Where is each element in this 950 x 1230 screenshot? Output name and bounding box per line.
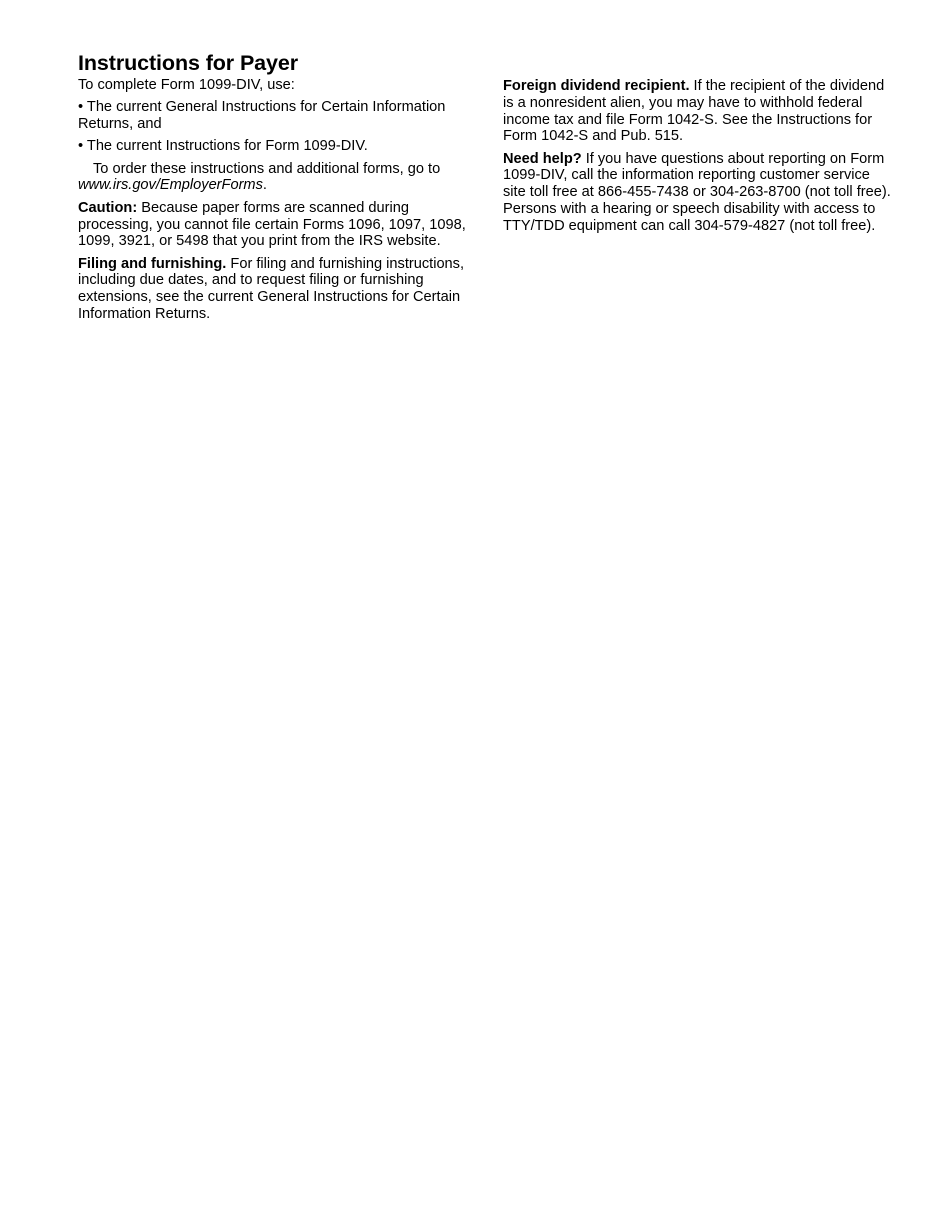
filing-paragraph [78,256,472,323]
employer-forms-link[interactable]: www.irs.gov/EmployerForms [78,177,263,194]
bullet-general-instructions: • The current General Instructions for Certain Information Returns, and [78,99,446,133]
help-text: If you have questions about reporting on Form 1099-DIV, call the information reporting customer service site toll free at 866-455-7438 or 304-263-8700 (not toll free). Persons with a hearing or speech disability with access to TTY/TDD equipment can call 304-579-4827 (not toll free). [503,150,891,234]
bullet-form-instructions: • The current Instructions for Form 1099-DIV. [78,138,368,155]
caution-paragraph [78,200,472,250]
filing-text: For filing and furnishing instructions, including due dates, and to request filing or furnishing extensions, see the current General Instructions for Certain Information Returns. [78,255,465,323]
intro-text: To complete Form 1099-DIV, use: [78,77,295,93]
filing-heading: Filing and furnishing. [78,255,227,272]
left-column [78,77,472,328]
foreign-paragraph [503,78,891,145]
page-title: Instructions for Payer [78,51,299,75]
order-paragraph [78,161,472,195]
caution-text: Because paper forms are scanned during processing, you cannot file certain Forms 1096, 1097, 1098, 1099, 3921, or 5498 that you print from the IRS website. [78,199,466,250]
caution-heading: Caution: [78,199,138,216]
foreign-text: If the recipient of the dividend is a nonresident alien, you may have to withhold federal income tax and file Form 1042-S. See the Instructions for Form 1042-S and Pub. 515. [503,78,885,145]
help-paragraph [503,151,891,235]
order-text: To order these instructions and additional forms, go to [93,160,441,177]
foreign-heading: Foreign dividend recipient. [503,78,690,94]
help-heading: Need help? [503,150,582,167]
right-column [503,78,891,240]
order-end: . [262,177,267,194]
